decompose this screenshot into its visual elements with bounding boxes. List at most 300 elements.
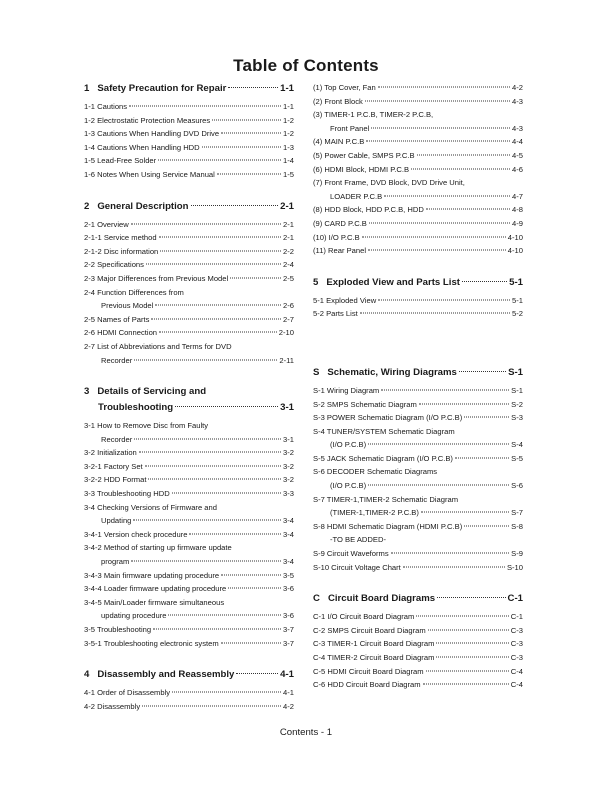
toc-row: [313, 637, 523, 651]
entry-page: 3-4: [283, 529, 294, 539]
entry-page: 3-2: [283, 448, 294, 458]
section-number: 4: [84, 669, 90, 681]
toc-row: [313, 561, 523, 575]
toc-row: [313, 231, 523, 245]
toc-entry: [313, 81, 523, 95]
toc-row: [313, 135, 523, 149]
entry-text: 2-4 Function Differences from: [84, 287, 184, 297]
toc-row: [313, 122, 523, 136]
toc-row: [313, 610, 523, 624]
entry-page: 3-4: [283, 516, 294, 526]
dot-leader: [221, 642, 281, 643]
entry-text: (11) Rear Panel: [313, 246, 367, 256]
entry-text: 2-7 List of Abbreviations and Terms for DVD: [84, 341, 232, 351]
dot-leader: [189, 533, 281, 534]
dot-leader: [426, 670, 509, 671]
toc-row: [84, 514, 294, 528]
entry-page: S-8: [511, 521, 523, 531]
dot-leader: [129, 106, 281, 107]
entry-text: 3-2 Initialization: [84, 448, 137, 458]
toc-entry: [313, 95, 523, 109]
entry-text: 1-5 Lead-Free Solder: [84, 156, 157, 166]
toc-row: [313, 479, 523, 493]
entry-page: 3-5: [283, 570, 294, 580]
toc-row: [313, 651, 523, 665]
toc-row: [84, 245, 294, 259]
entry-text: S-1 Wiring Diagram: [313, 385, 380, 395]
entry-text: Recorder: [101, 434, 133, 444]
entry-text: C-1 I/O Circuit Board Diagram: [313, 612, 415, 622]
toc-entry: [313, 520, 523, 547]
entry-page: 4-3: [512, 123, 523, 133]
toc-entry: [84, 141, 294, 155]
entry-page: 5-1: [512, 295, 523, 305]
toc-row: [84, 569, 294, 583]
section-heading: [84, 384, 294, 416]
entry-text: S-7 TIMER-1,TIMER-2 Schematic Diagram: [313, 494, 459, 504]
toc-row: [84, 231, 294, 245]
section-title: Details of Servicing and: [97, 386, 207, 398]
section-title-cont: Troubleshooting: [98, 402, 174, 414]
entry-page: S-1: [511, 385, 523, 395]
entry-text: 2-1-1 Service method: [84, 233, 157, 243]
entry-text: 2-6 HDMI Connection: [84, 328, 158, 338]
dot-leader: [436, 643, 508, 644]
entry-page: C-4: [510, 666, 523, 676]
entry-page: S-4: [511, 440, 523, 450]
dot-leader: [417, 154, 510, 155]
entry-page: S-2: [511, 399, 523, 409]
dot-leader: [153, 629, 281, 630]
entry-page: 4-2: [283, 701, 294, 711]
toc-entry: [313, 665, 523, 679]
entry-text: (TIMER-1,TIMER-2 P.C.B): [330, 508, 419, 518]
toc-row: [313, 294, 523, 308]
entry-page: 4-7: [512, 191, 523, 201]
entry-text: 3-4-2 Method of starting up firmware update: [84, 543, 232, 553]
dot-leader: [202, 146, 281, 147]
toc-entry: [84, 686, 294, 700]
toc-entry: [84, 231, 294, 245]
dot-leader: [416, 616, 508, 617]
entry-page: 1-5: [283, 169, 294, 179]
entry-page: 4-8: [512, 205, 523, 215]
toc-entry: [84, 340, 294, 367]
toc-entry: [84, 596, 294, 623]
entry-page: 4-1: [283, 688, 294, 698]
dot-leader: [221, 133, 281, 134]
toc-entry: [84, 245, 294, 259]
toc-row: [84, 487, 294, 501]
toc-row: [313, 506, 523, 520]
entry-text: 2-5 Names of Parts: [84, 314, 150, 324]
toc-section-3: [84, 384, 294, 650]
toc-entry: [313, 294, 523, 308]
page-title: Table of Contents: [233, 56, 379, 75]
toc-entry: [84, 700, 294, 714]
dot-leader: [175, 406, 278, 407]
section-number: 1: [84, 83, 90, 94]
entry-text: S-6 DECODER Schematic Diagrams: [313, 467, 438, 477]
dot-leader: [365, 100, 510, 101]
entry-page: 3-2: [283, 461, 294, 471]
entry-page: 4-10: [507, 232, 523, 242]
entry-text: 3-4 Checking Versions of Firmware and: [84, 502, 217, 512]
dot-leader: [158, 160, 281, 161]
entry-page: 2-11: [279, 355, 294, 365]
toc-section-5: [313, 275, 523, 321]
section-page: 4-1: [280, 669, 294, 681]
entry-note: -TO BE ADDED-: [330, 535, 386, 545]
dot-leader: [230, 277, 281, 278]
dot-leader: [217, 173, 281, 174]
entry-page: 3-3: [283, 489, 294, 499]
dot-leader: [133, 520, 281, 521]
entry-text: Previous Model: [101, 301, 154, 311]
toc-row: [313, 81, 523, 95]
toc-entry: [313, 610, 523, 624]
toc-entry: [84, 582, 294, 596]
entry-text: 4-1 Order of Disassembly: [84, 688, 171, 698]
entry-text: program: [101, 557, 130, 567]
toc-row: [313, 307, 523, 321]
toc-entry: [84, 460, 294, 474]
toc-row: [84, 127, 294, 141]
toc-row: [84, 354, 294, 368]
entry-text: 3-4-4 Loader firmware updating procedure: [84, 584, 227, 594]
section-page: 1-1: [280, 83, 294, 94]
section-title: General Description: [97, 200, 189, 212]
toc-row: [313, 203, 523, 217]
entry-text: S-9 Circuit Waveforms: [313, 549, 389, 559]
entry-page: 3-6: [283, 584, 294, 594]
entry-text: C-2 SMPS Circuit Board Diagram: [313, 625, 426, 635]
dot-leader: [426, 209, 510, 210]
toc-entry: [84, 326, 294, 340]
entry-text: 3-5-1 Troubleshooting electronic system: [84, 638, 219, 648]
toc-row: [84, 114, 294, 128]
section-number: C: [313, 593, 320, 605]
toc-entry: [313, 624, 523, 638]
toc-row: [84, 100, 294, 114]
toc-entry: [313, 493, 523, 520]
entry-page: C-3: [510, 625, 523, 635]
entry-text: 5-1 Exploded View: [313, 295, 377, 305]
dot-leader: [403, 566, 505, 567]
entry-text: C-5 HDMI Circuit Board Diagram: [313, 666, 424, 676]
toc-entry: [313, 384, 523, 398]
entry-text: S-2 SMPS Schematic Diagram: [313, 399, 417, 409]
dot-leader: [464, 525, 509, 526]
toc-entry: [84, 313, 294, 327]
entry-text: 1-6 Notes When Using Service Manual: [84, 169, 215, 179]
entry-text: 2-3 Major Differences from Previous Model: [84, 273, 229, 283]
toc-row: [84, 218, 294, 232]
dot-leader: [381, 389, 509, 390]
entry-text: 3-3 Troubleshooting HDD: [84, 489, 170, 499]
toc-entry: [313, 149, 523, 163]
toc-entry: [84, 473, 294, 487]
toc-row: [313, 384, 523, 398]
entry-page: S-5: [511, 453, 523, 463]
section-page: S-1: [508, 366, 523, 378]
toc-row: [84, 555, 294, 569]
entry-text: Front Panel: [330, 123, 370, 133]
dot-leader: [368, 485, 509, 486]
entry-page: 4-5: [512, 150, 523, 160]
dot-leader: [134, 359, 277, 360]
dot-leader: [362, 236, 506, 237]
toc-entry: [313, 108, 523, 135]
dot-leader: [160, 250, 281, 251]
entry-page: C-1: [510, 612, 523, 622]
section-heading: [313, 591, 523, 607]
entry-text: 3-1 How to Remove Disc from Faulty: [84, 421, 209, 431]
toc-row: [313, 520, 523, 534]
dot-leader: [146, 264, 281, 265]
toc-row: [313, 149, 523, 163]
toc-section-c: [313, 591, 523, 692]
toc-row: [84, 258, 294, 272]
dot-leader: [221, 574, 281, 575]
toc-entry: [84, 218, 294, 232]
dot-leader: [159, 237, 281, 238]
entry-text: 3-5 Troubleshooting: [84, 625, 152, 634]
toc-entry: [84, 127, 294, 141]
toc-entry: [84, 168, 294, 182]
section-title: Disassembly and Reassembly: [97, 669, 235, 681]
entry-page: 1-3: [283, 142, 294, 152]
entry-page: 3-1: [283, 434, 294, 444]
toc-row: [84, 473, 294, 487]
entry-page: 5-2: [512, 309, 523, 319]
dot-leader: [384, 195, 510, 196]
entry-page: 3-6: [283, 611, 294, 621]
dot-leader: [139, 452, 281, 453]
toc-row: [84, 272, 294, 286]
toc-entry: [313, 411, 523, 425]
entry-page: 2-7: [283, 314, 294, 324]
toc-row: [84, 433, 294, 447]
toc-entry: [313, 307, 523, 321]
toc-entry: [84, 154, 294, 168]
toc-entry: [313, 425, 523, 452]
dot-leader: [455, 457, 509, 458]
dot-leader: [148, 479, 281, 480]
dot-leader: [378, 87, 510, 88]
toc-row: [84, 313, 294, 327]
entry-page: 2-4: [283, 260, 294, 270]
entry-page: 4-3: [512, 96, 523, 106]
entry-text: (10) I/O P.C.B: [313, 232, 360, 242]
entry-text: 5-2 Parts List: [313, 309, 358, 319]
dot-leader: [423, 684, 509, 685]
dot-leader: [369, 222, 510, 223]
toc-entry: [313, 547, 523, 561]
toc-row: [84, 154, 294, 168]
dot-leader: [228, 588, 281, 589]
toc-section-4-continued: [313, 81, 523, 258]
entry-text: C-4 TIMER-2 Circuit Board Diagram: [313, 653, 435, 662]
entry-text: S-8 HDMI Schematic Diagram (HDMI P.C.B): [313, 521, 463, 531]
entry-page: S-7: [511, 508, 523, 518]
entry-text: S-3 POWER Schematic Diagram (I/O P.C.B): [313, 413, 463, 423]
dot-leader: [378, 299, 510, 300]
dot-leader: [131, 561, 281, 562]
entry-page: 2-10: [278, 328, 294, 338]
section-number: 2: [84, 200, 90, 212]
dot-leader: [155, 305, 281, 306]
dot-leader: [368, 250, 506, 251]
entry-text: C-3 TIMER-1 Circuit Board Diagram: [313, 639, 435, 649]
toc-entry: [84, 487, 294, 501]
toc-entry: [84, 258, 294, 272]
entry-page: S-6: [511, 481, 523, 491]
entry-page: 3-2: [283, 475, 294, 485]
entry-text: (7) Front Frame, DVD Block, DVD Drive Unit,: [313, 178, 465, 188]
toc-row: [84, 686, 294, 700]
entry-text: updating procedure: [101, 611, 167, 621]
dot-leader: [464, 417, 509, 418]
toc-entry: [84, 569, 294, 583]
section-heading: [313, 365, 523, 381]
toc-entry: [84, 100, 294, 114]
entry-page: C-3: [510, 639, 523, 649]
dot-leader: [428, 629, 509, 630]
toc-row: [313, 190, 523, 204]
section-title: Circuit Board Diagrams: [327, 593, 436, 605]
toc-entry: [313, 398, 523, 412]
toc-entry: [84, 637, 294, 651]
dot-leader: [236, 673, 278, 674]
section-page: 2-1: [280, 200, 294, 212]
section-heading: [84, 81, 294, 97]
entry-text: (9) CARD P.C.B: [313, 218, 367, 228]
toc-entry: [84, 286, 294, 313]
dot-leader: [228, 87, 278, 88]
entry-page: S-9: [511, 549, 523, 559]
entry-text: (5) Power Cable, SMPS P.C.B: [313, 150, 415, 160]
toc-row: [313, 95, 523, 109]
section-page: 3-1: [280, 402, 294, 414]
entry-text: S-4 TUNER/SYSTEM Schematic Diagram: [313, 426, 455, 436]
entry-page: 3-7: [283, 625, 294, 634]
entry-page: 2-1: [283, 233, 294, 243]
toc-row: [313, 163, 523, 177]
toc-entry: [84, 623, 294, 637]
toc-row: [313, 244, 523, 258]
entry-page: 1-2: [283, 115, 294, 125]
entry-page: 2-5: [283, 273, 294, 283]
entry-text: (2) Front Block: [313, 96, 363, 106]
entry-page: C-3: [510, 653, 523, 662]
toc-section-2: [84, 199, 294, 368]
entry-text: (I/O P.C.B): [330, 481, 367, 491]
toc-entry: [84, 272, 294, 286]
toc-row: [84, 637, 294, 651]
dot-leader: [191, 205, 279, 206]
dot-leader: [151, 318, 281, 319]
toc-row: [84, 623, 294, 637]
toc-entry: [313, 231, 523, 245]
entry-text: (8) HDD Block, HDD P.C.B, HDD: [313, 205, 424, 215]
toc-entry: [84, 541, 294, 568]
toc-section-s: [313, 365, 523, 574]
toc-row: [313, 624, 523, 638]
entry-text: S-5 JACK Schematic Diagram (I/O P.C.B): [313, 453, 453, 463]
entry-page: 4-4: [512, 137, 523, 147]
toc-section-1: [84, 81, 294, 182]
section-number: 3: [84, 386, 90, 398]
entry-text: 3-2-2 HDD Format: [84, 475, 147, 485]
entry-page: 1-4: [283, 156, 294, 166]
toc-row: [84, 446, 294, 460]
toc-right-column: [313, 81, 523, 692]
toc-entry: [84, 528, 294, 542]
toc-entry: [313, 678, 523, 692]
dot-leader: [172, 692, 281, 693]
toc-entry: [313, 203, 523, 217]
dot-leader: [168, 615, 281, 616]
toc-row: [313, 452, 523, 466]
entry-page: 3-4: [283, 557, 294, 567]
toc-row: [313, 665, 523, 679]
toc-entry: [313, 244, 523, 258]
toc-row: [84, 168, 294, 182]
toc-entry: [84, 501, 294, 528]
dot-leader: [419, 403, 509, 404]
toc-entry: [84, 419, 294, 446]
entry-page: 2-6: [283, 301, 294, 311]
entry-text: S-10 Circuit Voltage Chart: [313, 562, 401, 572]
entry-text: 1-2 Electrostatic Protection Measures: [84, 115, 211, 125]
section-number: S: [313, 366, 320, 378]
entry-page: 2-1: [283, 219, 294, 229]
section-title: Safety Precaution for Repair: [97, 83, 227, 94]
entry-text: 3-4-3 Main firmware updating procedure: [84, 570, 220, 580]
entry-text: (4) MAIN P.C.B: [313, 137, 365, 147]
toc-row: [313, 217, 523, 231]
toc-row: [84, 141, 294, 155]
dot-leader: [360, 313, 510, 314]
entry-text: (I/O P.C.B): [330, 440, 367, 450]
toc-entry: [313, 465, 523, 492]
entry-text: 2-2 Specifications: [84, 260, 144, 270]
entry-text: 2-1-2 Disc information: [84, 246, 159, 256]
entry-page: 4-10: [507, 246, 523, 256]
dot-leader: [212, 119, 281, 120]
toc-entry: [313, 217, 523, 231]
toc-row: [84, 460, 294, 474]
dot-leader: [368, 444, 509, 445]
section-page: C-1: [507, 593, 523, 605]
toc-entry: [84, 114, 294, 128]
section-number: 5: [313, 276, 319, 288]
entry-page: 4-9: [512, 218, 523, 228]
dot-leader: [421, 512, 509, 513]
dot-leader: [437, 597, 505, 598]
dot-leader: [391, 553, 510, 554]
entry-text: (6) HDMI Block, HDMI P.C.B: [313, 164, 410, 174]
entry-text: 1-4 Cautions When Handling HDD: [84, 142, 200, 152]
entry-text: 1-3 Cautions When Handling DVD Drive: [84, 129, 220, 139]
toc-entry: [313, 163, 523, 177]
toc-entry: [84, 446, 294, 460]
dot-leader: [134, 438, 281, 439]
entry-page: 3-7: [283, 638, 294, 648]
entry-page: S-10: [506, 562, 523, 572]
toc-row: [84, 609, 294, 623]
